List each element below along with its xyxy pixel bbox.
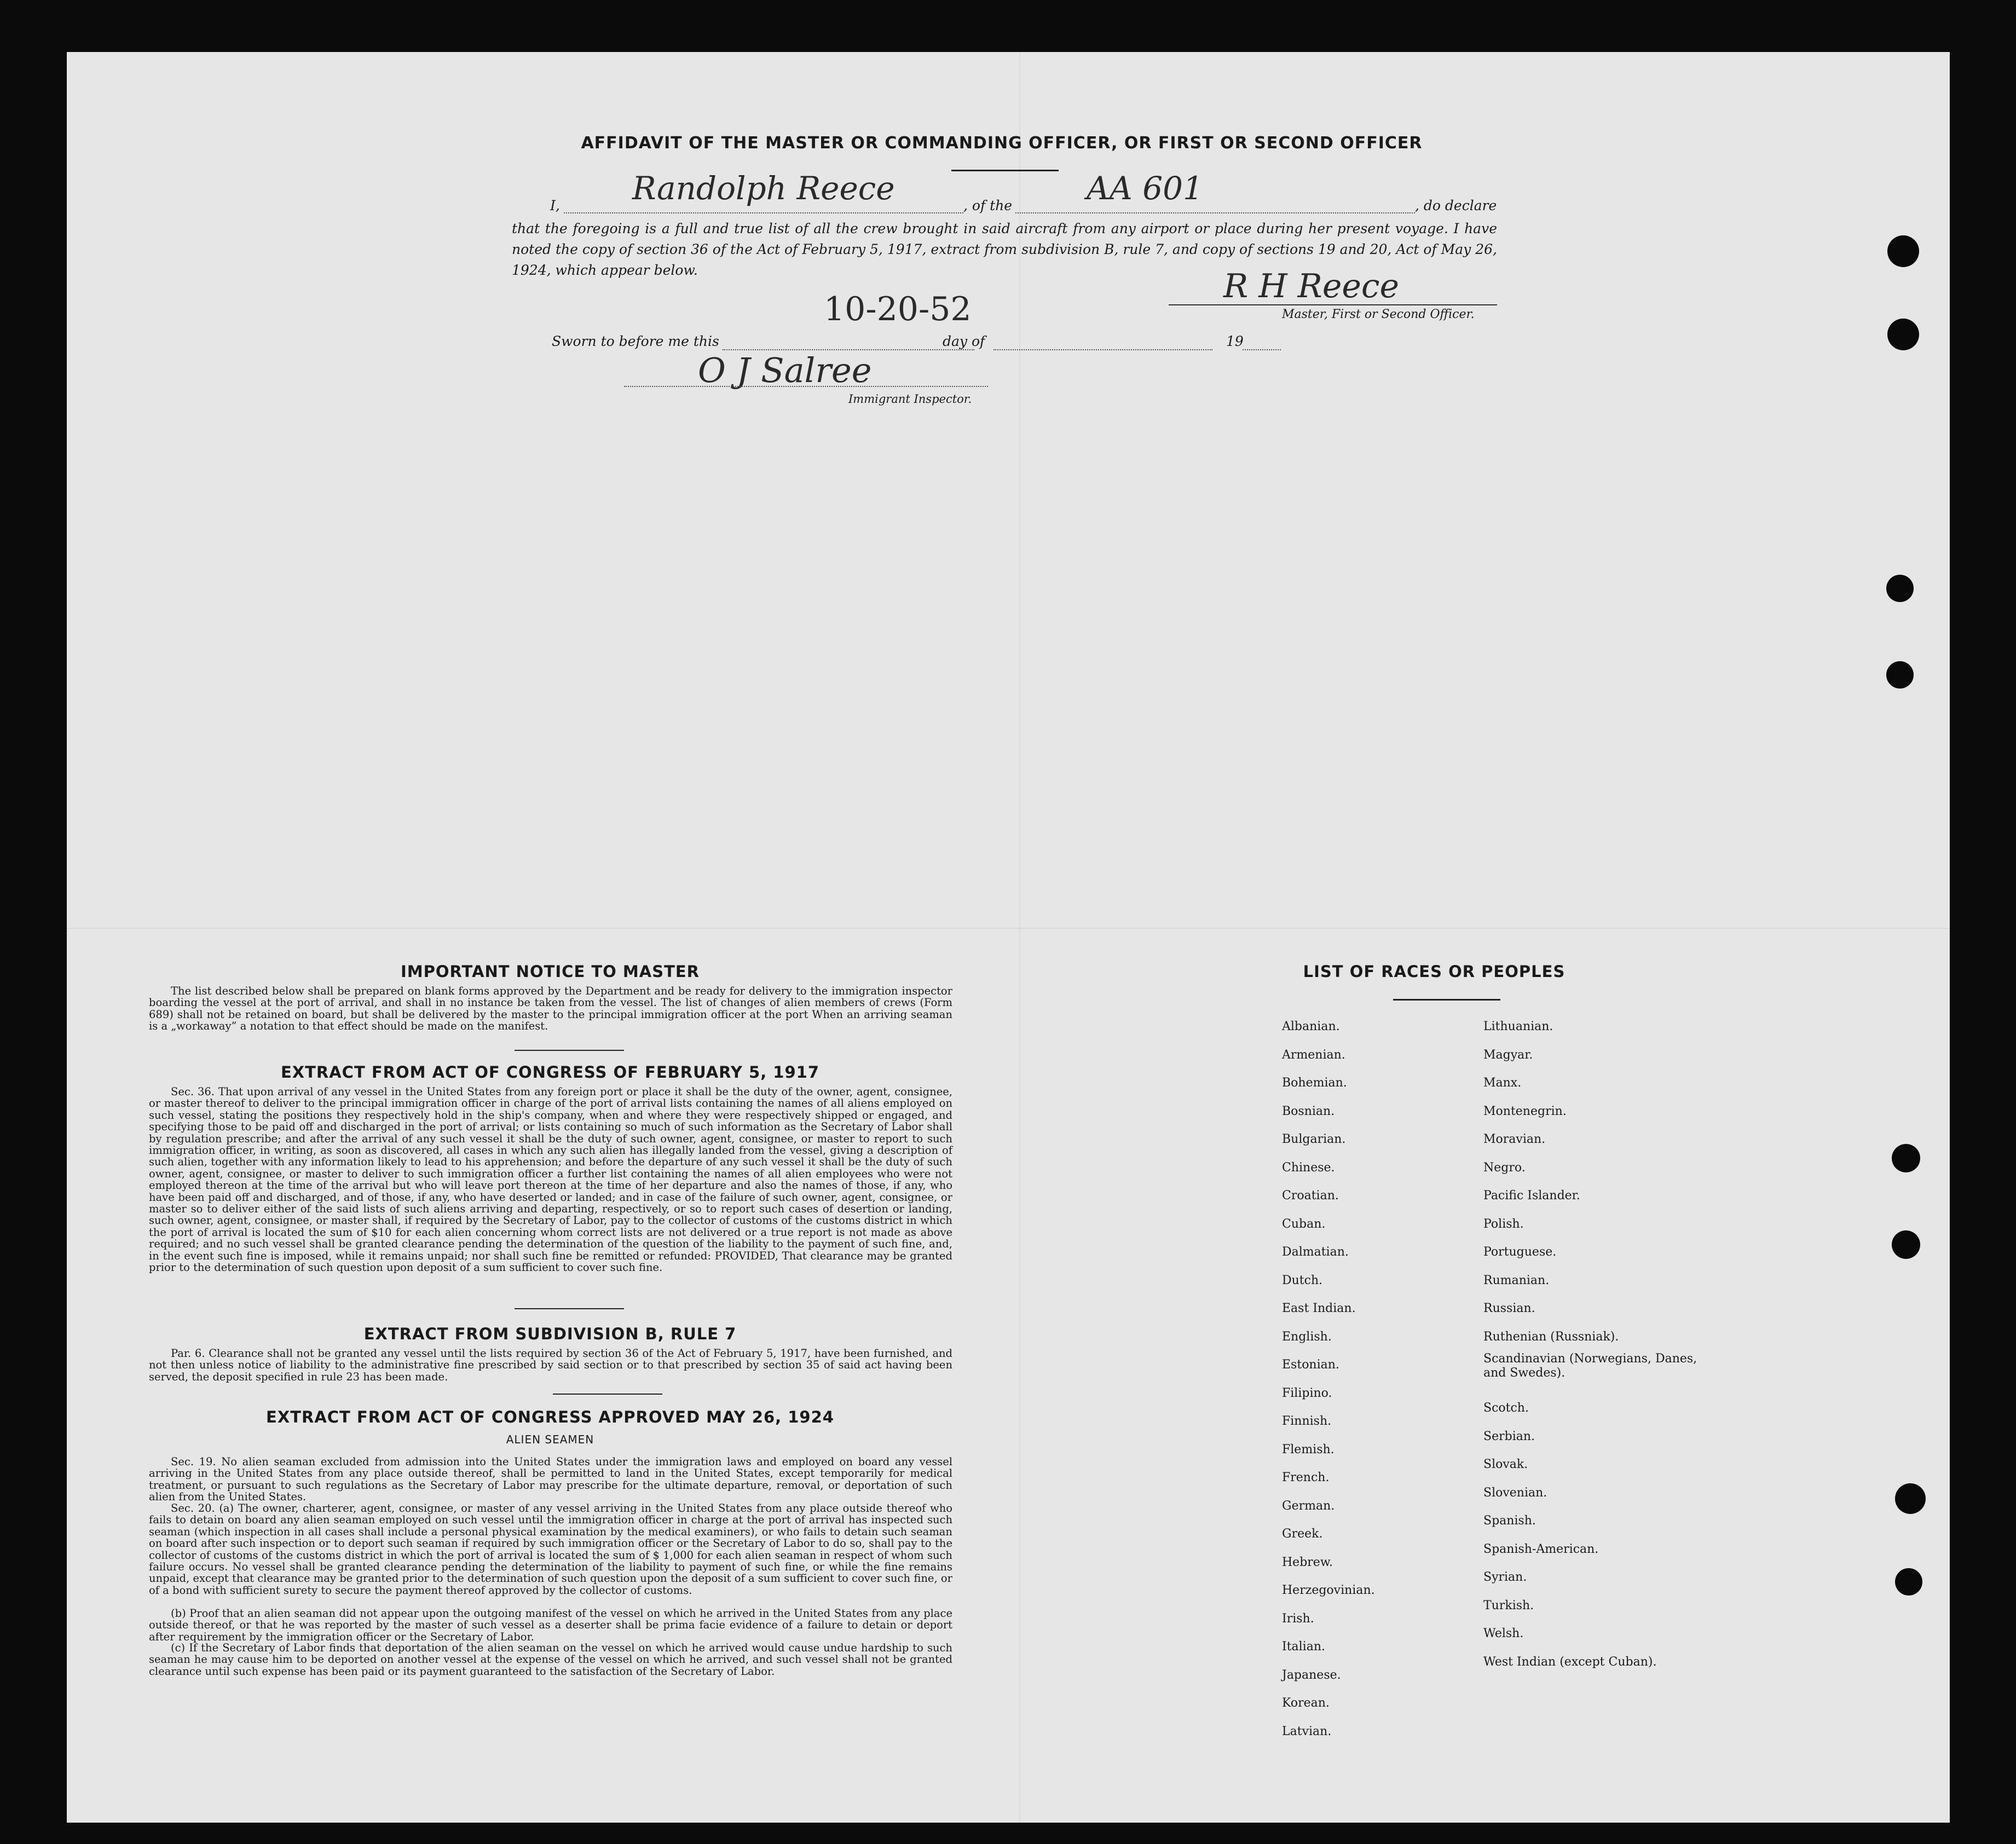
extract-1924-title: EXTRACT FROM ACT OF CONGRESS APPROVED MAY 26, 1924 (266, 1408, 834, 1426)
race-item: Welsh. (1483, 1627, 1524, 1640)
affidavit-title-rule (951, 170, 1059, 171)
extract-1924-subtitle: ALIEN SEAMEN (506, 1433, 594, 1446)
race-item: Japanese. (1282, 1668, 1341, 1682)
race-item: Slovak. (1483, 1458, 1528, 1471)
race-item: English. (1282, 1329, 1332, 1344)
races-list-left (1282, 1013, 1375, 1745)
race-item: Korean. (1282, 1696, 1330, 1710)
extract-1924-sec20a: Sec. 20. (a) The owner, charterer, agent, consignee, or master of any vessel arriving in the United States from any place outside thereof who fails to detain on board any alien seaman employed on such vessel until the immigration officer in charge at the port of arrival has inspected such seaman (which inspection in all cases shall include a personal physical examination by the medical examiners), or who fails to detain such seaman on board after such inspection or to deport such seaman if required by such immigration officer or the Secretary of Labor to do so, shall pay to the collector of customs of the customs district in which the port of arrival is located the sum of $ 1,000 for each alien seaman in respect of whom such failure occurs. No vessel shall be granted clearance pending the determination of the liability to payment of such fine, or while the fine remains unpaid, except that clearance may be granted prior to the determination of such question upon the deposit of a sum sufficient to cover such fine, or of a bond with sufficient surety to secure the payment thereof approved by the collector of customs. (149, 1502, 952, 1597)
race-item: Montenegrin. (1483, 1104, 1567, 1118)
race-item: Magyar. (1483, 1048, 1533, 1062)
race-item: Irish. (1282, 1611, 1314, 1626)
race-item: Scandinavian (Norwegians, Danes, and Swedes). (1483, 1352, 1697, 1380)
extract-1917-body: Sec. 36. That upon arrival of any vessel in the United States from any foreign port or place it shall be the duty of the owner, agent, consignee, or master thereof to deliver to the principal immigration officer in charge of the port of arrival lists containing the names of all aliens employed on such vessel, stating the positions they respectively hold in the ship's company, when and where they were respectively shipped or engaged, and specifying those to be paid off and discharged in the port of arrival; or lists containing so much of such information as the Secretary of Labor shall by regulation prescribe; and after the arrival of any such vessel it shall be the duty of such owner, agent, consignee, or master to report to such immigration officer, in writing, as soon as discovered, all cases in which any such alien has illegally landed from the vessel, giving a description of such alien, together with any information likely to lead to his apprehension; and before the departure of any such vessel it shall be the duty of such owner, agent, consignee, or master to deliver to such immigration officer a further list containing the names of all alien employees who were not employed thereon at the time of the arrival but who will leave port thereon at the time of her departure and also the names of those, if any, who have been paid off and discharged, and of those, if any, who have deserted or landed; and in case of the failure of such owner, agent, consignee, or master so to deliver either of the said lists of such aliens arriving and departing, respectively, or so to report such cases of desertion or landing, such owner, agent, consignee, or master shall, if required by the Secretary of Labor, pay to the collector of customs of the customs district in which the port of arrival is located the sum of $10 for each alien concerning whom correct lists are not delivered or a true report is not made as above required; and no such vessel shall be granted clearance pending the determination of the question of the liability to the payment of such fine, and, in the event such fine is imposed, while it remains unpaid; nor shall such fine be remitted or refunded: PROVIDED, That clearance may be granted prior to the determination of such question upon deposit of a sum sufficient to cover such fine. (149, 1085, 952, 1274)
race-item: Hebrew. (1282, 1555, 1333, 1569)
extract-1924-sec19: Sec. 19. No alien seaman excluded from admission into the United States under the immigration laws and employed on board any vessel arriving in the United States from any place outside thereof, shall be permitted to land in the United States, except temporarily for medical treatment, or pursuant to such regulations as the Secretary of Labor may prescribe for the ultimate departure, removal, or deportation of such alien from the United States. (149, 1455, 952, 1504)
sworn-year-line (1243, 349, 1281, 350)
race-item: Cuban. (1282, 1217, 1326, 1231)
race-item: Serbian. (1483, 1429, 1535, 1443)
races-list-right (1483, 1013, 1713, 1676)
race-item: Russian. (1483, 1302, 1535, 1315)
punch-hole (1886, 575, 1914, 602)
notice-body: The list described below shall be prepared on blank forms approved by the Department and be ready for delivery to the immigration inspector boarding the vessel at the port of arrival, and shall in no instance be taken from the vessel. The list of changes of alien members of crews (Form 689) shall not be retained on board, but shall be delivered by the master to the principal immigration officer at the port When an arriving seaman is a „workaway” a notation to that effect should be made on the manifest. (149, 985, 952, 1033)
notice-title: IMPORTANT NOTICE TO MASTER (400, 962, 700, 981)
race-item: Italian. (1282, 1640, 1325, 1654)
race-item: German. (1282, 1499, 1335, 1513)
extract-1924-sec20b: (b) Proof that an alien seaman did not appear upon the outgoing manifest of the vessel on which he arrived in the United States from any place outside thereof, or that he was reported by the master of such vessel as a deserter shall be prima facie evidence of a failure to detain or deport after requirement by the immigration officer or the Secretary of Labor. (149, 1607, 952, 1643)
race-item: Dutch. (1282, 1273, 1323, 1287)
race-item: Armenian. (1282, 1048, 1345, 1062)
race-item: West Indian (except Cuban). (1483, 1655, 1657, 1669)
fold-line-horizontal (67, 928, 1950, 929)
race-item: Latvian. (1282, 1724, 1332, 1738)
race-item: Spanish. (1483, 1514, 1536, 1528)
name-line (564, 212, 963, 213)
race-item: Flemish. (1282, 1442, 1335, 1456)
race-item: Turkish. (1483, 1598, 1534, 1612)
extract-1917-rule (515, 1308, 624, 1309)
vessel-line (1015, 212, 1415, 213)
punch-hole (1895, 1483, 1926, 1514)
punch-hole (1895, 1568, 1922, 1596)
punch-hole (1887, 319, 1919, 350)
master-name-handwriting: Randolph Reece (632, 170, 895, 207)
punch-hole (1892, 1144, 1920, 1172)
race-item: Filipino. (1282, 1386, 1332, 1400)
race-item: Pacific Islander. (1483, 1189, 1580, 1203)
race-item: Chinese. (1282, 1160, 1335, 1175)
extract-1924-sec20c: (c) If the Secretary of Labor finds that deportation of the alien seaman on the vessel on which he arrived would cause undue hardship to such seaman he may cause him to be deported on another vessel at the expense of the vessel on which he arrived, and such vessel shall not be granted clearance until such expense has been paid or its payment guaranteed to the satisfaction of the Secretary of Labor. (149, 1641, 952, 1678)
race-item: Herzegovinian. (1282, 1583, 1375, 1597)
master-caption: Master, First or Second Officer. (1282, 308, 1475, 321)
race-item: Bulgarian. (1282, 1132, 1346, 1146)
extract-1917-title: EXTRACT FROM ACT OF CONGRESS OF FEBRUARY 5, 1917 (280, 1063, 820, 1082)
master-signature-line (1169, 304, 1497, 305)
inspector-caption: Immigrant Inspector. (848, 392, 972, 406)
day-of-label: day of (943, 333, 985, 349)
race-item: Ruthenian (Russniak). (1483, 1329, 1619, 1344)
sworn-month-line (993, 349, 1212, 350)
notice-rule (515, 1050, 624, 1051)
race-item: Greek. (1282, 1527, 1323, 1541)
extract-rule7-body: Par. 6. Clearance shall not be granted any vessel until the lists required by section 36 of the Act of February 5, 1917, have been furnished, and not then unless notice of liability to the administrative fine prescribed by said section or to that prescribed by section 35 of said act having been served, the deposit specified in rule 23 has been made. (149, 1347, 952, 1383)
master-signature: R H Reece (1223, 267, 1399, 305)
race-item: Manx. (1483, 1076, 1522, 1090)
race-item: Finnish. (1282, 1414, 1332, 1428)
race-item: Rumanian. (1483, 1273, 1550, 1287)
races-title-rule (1393, 999, 1500, 1001)
extract-rule7-title: EXTRACT FROM SUBDIVISION B, RULE 7 (363, 1325, 737, 1343)
fold-line-vertical (1019, 52, 1020, 1823)
affidavit-declare-label: , do declare (1415, 198, 1497, 213)
affidavit-title: AFFIDAVIT OF THE MASTER OR COMMANDING OFFICER, OR FIRST OR SECOND OFFICER (581, 134, 1423, 153)
date-handwriting: 10-20-52 (824, 290, 972, 328)
race-item: Spanish-American. (1483, 1542, 1599, 1556)
race-item: Negro. (1483, 1160, 1526, 1175)
punch-hole (1887, 235, 1919, 267)
race-item: Bosnian. (1282, 1104, 1335, 1118)
affidavit-body: that the foregoing is a full and true list of all the crew brought in said aircraft from any airport or place during her present voyage. I have noted the copy of section 36 of the Act of February 5, 1917, extract from subdivision B, rule 7, and copy of sections 19 and 20, Act of May 26, 1924, which appear below. (512, 221, 1497, 278)
extract-rule7-rule (553, 1394, 662, 1395)
race-item: French. (1282, 1471, 1330, 1484)
inspector-signature: O J Salree (698, 350, 872, 390)
race-item: Lithuanian. (1483, 1020, 1553, 1033)
races-title: LIST OF RACES OR PEOPLES (1303, 962, 1566, 981)
vessel-handwriting: AA 601 (1087, 170, 1203, 207)
inspector-line (624, 386, 988, 387)
race-item: Croatian. (1282, 1189, 1339, 1203)
race-item: Slovenian. (1483, 1485, 1547, 1500)
race-item: Syrian. (1483, 1570, 1527, 1584)
affidavit-i-label: I, (550, 198, 560, 213)
sworn-label: Sworn to before me this (552, 333, 719, 349)
race-item: Albanian. (1282, 1020, 1340, 1033)
race-item: Moravian. (1483, 1132, 1546, 1146)
race-item: Estonian. (1282, 1358, 1339, 1372)
affidavit-of-the-label: , of the (963, 198, 1013, 213)
punch-hole (1892, 1230, 1920, 1259)
race-item: East Indian. (1282, 1302, 1356, 1315)
race-item: Dalmatian. (1282, 1245, 1349, 1259)
race-item: Polish. (1483, 1217, 1524, 1231)
year-label: 19 (1226, 333, 1244, 349)
race-item: Bohemian. (1282, 1076, 1347, 1090)
race-item: Scotch. (1483, 1401, 1529, 1415)
race-item: Portuguese. (1483, 1245, 1557, 1259)
punch-hole (1886, 661, 1914, 689)
